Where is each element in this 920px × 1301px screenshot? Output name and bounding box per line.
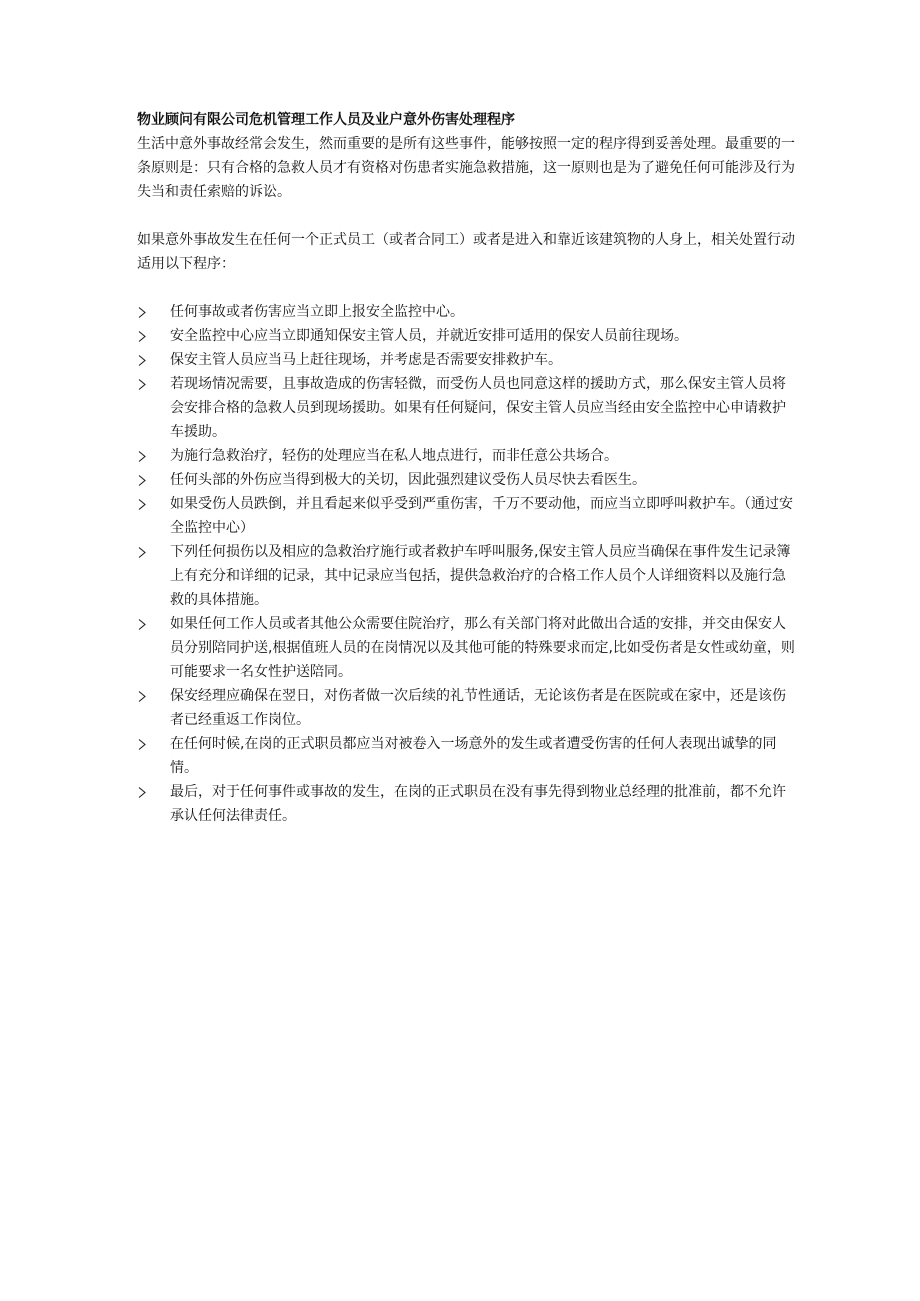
chevron-right-icon xyxy=(137,684,151,708)
procedure-item xyxy=(137,492,797,540)
procedure-item xyxy=(137,348,797,372)
paragraph-spacer xyxy=(137,204,797,228)
chevron-right-icon xyxy=(137,492,151,516)
procedure-text: 任何头部的外伤应当得到极大的关切，因此强烈建议受伤人员尽快去看医生。 xyxy=(170,472,646,488)
chevron-right-icon xyxy=(137,540,151,564)
procedure-text: 为施行急救治疗，轻伤的处理应当在私人地点进行，而非任意公共场合。 xyxy=(170,448,618,464)
paragraph-spacer xyxy=(137,276,797,300)
procedure-text: 如果任何工作人员或者其他公众需要住院治疗，那么有关部门将对此做出合适的安排，并交由保安人员分别陪同护送,根据值班人员的在岗情况以及其他可能的特殊要求而定,比如受伤者是女性或幼童，则可能要求一名女性护送陪同。 xyxy=(170,616,795,680)
chevron-right-icon xyxy=(137,732,151,756)
document-title: 物业顾问有限公司危机管理工作人员及业户意外伤害处理程序 xyxy=(137,112,515,128)
scope-paragraph: 如果意外事故发生在任何一个正式员工（或者合同工）或者是进入和靠近该建筑物的人身上，相关处置行动适用以下程序： xyxy=(137,232,795,272)
chevron-right-icon xyxy=(137,324,151,348)
procedure-item xyxy=(137,684,797,732)
procedure-text: 下列任何损伤以及相应的急救治疗施行或者救护车呼叫服务,保安主管人员应当确保在事件发生记录簿上有充分和详细的记录，其中记录应当包括，提供急救治疗的合格工作人员个人详细资料以及施行急救的具体措施。 xyxy=(170,544,791,608)
procedure-item xyxy=(137,468,797,492)
procedure-text: 保安经理应确保在翌日，对伤者做一次后续的礼节性通话，无论该伤者是在医院或在家中，还是该伤者已经重返工作岗位。 xyxy=(170,688,786,728)
procedure-text: 如果受伤人员跌倒，并且看起来似乎受到严重伤害，千万不要动他，而应当立即呼叫救护车。（通过安全监控中心） xyxy=(170,496,793,536)
procedure-text: 安全监控中心应当立即通知保安主管人员，并就近安排可适用的保安人员前往现场。 xyxy=(170,328,688,344)
chevron-right-icon xyxy=(137,348,151,372)
procedure-item xyxy=(137,780,797,828)
procedure-list xyxy=(137,300,797,828)
procedure-item xyxy=(137,540,797,612)
procedure-item xyxy=(137,372,797,444)
intro-paragraph: 生活中意外事故经常会发生，然而重要的是所有这些事件，能够按照一定的程序得到妥善处理。最重要的一条原则是：只有合格的急救人员才有资格对伤患者实施急救措施，这一原则也是为了避免任何可能涉及行为失当和责任索赔的诉讼。 xyxy=(137,136,795,200)
chevron-right-icon xyxy=(137,444,151,468)
chevron-right-icon xyxy=(137,612,151,636)
chevron-right-icon xyxy=(137,372,151,396)
procedure-item xyxy=(137,732,797,780)
procedure-text: 任何事故或者伤害应当立即上报安全监控中心。 xyxy=(170,304,464,320)
procedure-text: 若现场情况需要，且事故造成的伤害轻微，而受伤人员也同意这样的援助方式，那么保安主管人员将会安排合格的急救人员到现场援助。如果有任何疑问，保安主管人员应当经由安全监控中心申请救护车援助。 xyxy=(170,376,786,440)
procedure-item xyxy=(137,444,797,468)
chevron-right-icon xyxy=(137,780,151,804)
procedure-text: 保安主管人员应当马上赶往现场，并考虑是否需要安排救护车。 xyxy=(170,352,562,368)
procedure-item xyxy=(137,300,797,324)
procedure-item xyxy=(137,612,797,684)
procedure-text: 最后，对于任何事件或事故的发生，在岗的正式职员在没有事先得到物业总经理的批准前，都不允许承认任何法律责任。 xyxy=(170,784,786,824)
chevron-right-icon xyxy=(137,468,151,492)
procedure-item xyxy=(137,324,797,348)
procedure-text: 在任何时候,在岗的正式职员都应当对被卷入一场意外的发生或者遭受伤害的任何人表现出诚挚的同情。 xyxy=(170,736,777,776)
chevron-right-icon xyxy=(137,300,151,324)
document-page xyxy=(137,108,797,828)
